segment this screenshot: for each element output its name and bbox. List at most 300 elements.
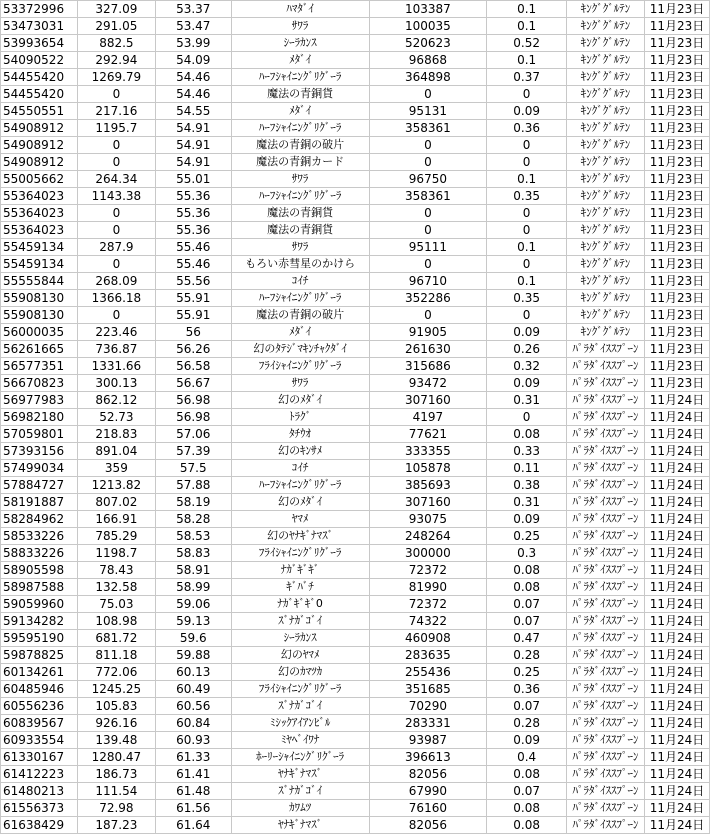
cell-rod[interactable]: ﾊﾟﾗﾀﾞｲｽｽﾌﾟｰﾝ — [567, 341, 645, 358]
cell-weight[interactable]: 78.43 — [77, 562, 155, 579]
cell-date[interactable]: 11月24日 — [644, 766, 709, 783]
cell-ratio[interactable]: 0.35 — [487, 290, 567, 307]
cell-date[interactable]: 11月23日 — [644, 18, 709, 35]
cell-level[interactable]: 55.36 — [155, 188, 231, 205]
cell-fish-name[interactable]: もろい赤彗星のかけら — [231, 256, 369, 273]
cell-rod[interactable]: ﾊﾟﾗﾀﾞｲｽｽﾌﾟｰﾝ — [567, 732, 645, 749]
cell-ratio[interactable]: 0.28 — [487, 647, 567, 664]
cell-ratio[interactable]: 0.1 — [487, 18, 567, 35]
cell-weight[interactable]: 1280.47 — [77, 749, 155, 766]
cell-fish-name[interactable]: ﾀﾁｳｵ — [231, 426, 369, 443]
cell-weight[interactable]: 1143.38 — [77, 188, 155, 205]
cell-id[interactable]: 55555844 — [1, 273, 78, 290]
cell-id[interactable]: 55364023 — [1, 205, 78, 222]
cell-ratio[interactable]: 0.1 — [487, 1, 567, 18]
cell-date[interactable]: 11月23日 — [644, 324, 709, 341]
cell-weight[interactable]: 1195.7 — [77, 120, 155, 137]
cell-ratio[interactable]: 0.07 — [487, 613, 567, 630]
cell-id[interactable]: 53993654 — [1, 35, 78, 52]
cell-points[interactable]: 93472 — [369, 375, 487, 392]
cell-level[interactable]: 53.37 — [155, 1, 231, 18]
cell-weight[interactable]: 187.23 — [77, 817, 155, 834]
cell-id[interactable]: 60933554 — [1, 732, 78, 749]
cell-weight[interactable]: 132.58 — [77, 579, 155, 596]
cell-rod[interactable]: ﾊﾟﾗﾀﾞｲｽｽﾌﾟｰﾝ — [567, 596, 645, 613]
cell-rod[interactable]: ﾊﾟﾗﾀﾞｲｽｽﾌﾟｰﾝ — [567, 545, 645, 562]
cell-ratio[interactable]: 0.28 — [487, 715, 567, 732]
cell-points[interactable]: 76160 — [369, 800, 487, 817]
cell-id[interactable]: 55459134 — [1, 239, 78, 256]
cell-weight[interactable]: 52.73 — [77, 409, 155, 426]
cell-ratio[interactable]: 0.4 — [487, 749, 567, 766]
cell-date[interactable]: 11月23日 — [644, 35, 709, 52]
cell-ratio[interactable]: 0.36 — [487, 120, 567, 137]
cell-fish-name[interactable]: 幻のﾒﾀﾞｲ — [231, 494, 369, 511]
cell-level[interactable]: 58.19 — [155, 494, 231, 511]
cell-date[interactable]: 11月24日 — [644, 528, 709, 545]
cell-id[interactable]: 61556373 — [1, 800, 78, 817]
cell-weight[interactable]: 807.02 — [77, 494, 155, 511]
cell-ratio[interactable]: 0.08 — [487, 579, 567, 596]
cell-weight[interactable]: 111.54 — [77, 783, 155, 800]
cell-level[interactable]: 56.58 — [155, 358, 231, 375]
cell-fish-name[interactable]: 幻のﾔﾅｷﾞﾅﾏｽﾞ — [231, 528, 369, 545]
cell-rod[interactable]: ｷﾝｸﾞｸﾞﾙﾃﾝ — [567, 18, 645, 35]
cell-id[interactable]: 56261665 — [1, 341, 78, 358]
cell-points[interactable]: 358361 — [369, 188, 487, 205]
cell-weight[interactable]: 292.94 — [77, 52, 155, 69]
cell-rod[interactable]: ﾊﾟﾗﾀﾞｲｽｽﾌﾟｰﾝ — [567, 477, 645, 494]
cell-fish-name[interactable]: ﾅｶﾞｷﾞｷﾞ0 — [231, 596, 369, 613]
cell-id[interactable]: 59878825 — [1, 647, 78, 664]
cell-points[interactable]: 358361 — [369, 120, 487, 137]
cell-id[interactable]: 57499034 — [1, 460, 78, 477]
cell-weight[interactable]: 891.04 — [77, 443, 155, 460]
cell-fish-name[interactable]: ﾒﾀﾞｲ — [231, 324, 369, 341]
cell-points[interactable]: 385693 — [369, 477, 487, 494]
cell-date[interactable]: 11月23日 — [644, 69, 709, 86]
cell-level[interactable]: 60.49 — [155, 681, 231, 698]
cell-fish-name[interactable]: 幻のｶﾏﾂｶ — [231, 664, 369, 681]
cell-fish-name[interactable]: ﾊﾏﾀﾞｲ — [231, 1, 369, 18]
cell-level[interactable]: 59.88 — [155, 647, 231, 664]
cell-ratio[interactable]: 0.09 — [487, 511, 567, 528]
cell-date[interactable]: 11月23日 — [644, 188, 709, 205]
cell-points[interactable]: 0 — [369, 154, 487, 171]
cell-rod[interactable]: ｷﾝｸﾞｸﾞﾙﾃﾝ — [567, 324, 645, 341]
cell-fish-name[interactable]: ｻﾜﾗ — [231, 18, 369, 35]
cell-id[interactable]: 55459134 — [1, 256, 78, 273]
cell-rod[interactable]: ﾊﾟﾗﾀﾞｲｽｽﾌﾟｰﾝ — [567, 630, 645, 647]
cell-points[interactable]: 396613 — [369, 749, 487, 766]
cell-points[interactable]: 0 — [369, 86, 487, 103]
cell-rod[interactable]: ﾊﾟﾗﾀﾞｲｽｽﾌﾟｰﾝ — [567, 494, 645, 511]
cell-fish-name[interactable]: ｽﾞﾅｶﾞｺﾞｲ — [231, 613, 369, 630]
cell-points[interactable]: 105878 — [369, 460, 487, 477]
cell-level[interactable]: 57.39 — [155, 443, 231, 460]
cell-fish-name[interactable]: ｼｰﾗｶﾝｽ — [231, 630, 369, 647]
cell-level[interactable]: 59.06 — [155, 596, 231, 613]
cell-id[interactable]: 54455420 — [1, 69, 78, 86]
cell-points[interactable]: 103387 — [369, 1, 487, 18]
cell-id[interactable]: 61330167 — [1, 749, 78, 766]
cell-weight[interactable]: 359 — [77, 460, 155, 477]
cell-ratio[interactable]: 0.1 — [487, 52, 567, 69]
cell-level[interactable]: 60.56 — [155, 698, 231, 715]
cell-id[interactable]: 60839567 — [1, 715, 78, 732]
cell-weight[interactable]: 1213.82 — [77, 477, 155, 494]
cell-rod[interactable]: ﾊﾟﾗﾀﾞｲｽｽﾌﾟｰﾝ — [567, 749, 645, 766]
cell-date[interactable]: 11月24日 — [644, 664, 709, 681]
cell-rod[interactable]: ﾊﾟﾗﾀﾞｲｽｽﾌﾟｰﾝ — [567, 579, 645, 596]
cell-date[interactable]: 11月23日 — [644, 154, 709, 171]
cell-ratio[interactable]: 0.3 — [487, 545, 567, 562]
cell-level[interactable]: 56.67 — [155, 375, 231, 392]
cell-ratio[interactable]: 0.25 — [487, 528, 567, 545]
cell-id[interactable]: 59595190 — [1, 630, 78, 647]
cell-weight[interactable]: 186.73 — [77, 766, 155, 783]
cell-level[interactable]: 61.33 — [155, 749, 231, 766]
cell-date[interactable]: 11月24日 — [644, 562, 709, 579]
cell-weight[interactable]: 108.98 — [77, 613, 155, 630]
cell-date[interactable]: 11月24日 — [644, 732, 709, 749]
cell-points[interactable]: 0 — [369, 137, 487, 154]
cell-date[interactable]: 11月24日 — [644, 647, 709, 664]
cell-ratio[interactable]: 0.31 — [487, 494, 567, 511]
cell-rod[interactable]: ｷﾝｸﾞｸﾞﾙﾃﾝ — [567, 307, 645, 324]
cell-date[interactable]: 11月23日 — [644, 86, 709, 103]
cell-id[interactable]: 56577351 — [1, 358, 78, 375]
cell-ratio[interactable]: 0.32 — [487, 358, 567, 375]
cell-date[interactable]: 11月24日 — [644, 698, 709, 715]
cell-fish-name[interactable]: ﾐﾔﾍﾞｲﾜﾅ — [231, 732, 369, 749]
cell-date[interactable]: 11月23日 — [644, 120, 709, 137]
cell-fish-name[interactable]: 魔法の青銅貨 — [231, 222, 369, 239]
cell-level[interactable]: 58.99 — [155, 579, 231, 596]
cell-fish-name[interactable]: ﾊｰﾌｼｬｲﾆﾝｸﾞﾘｸﾞｰﾗ — [231, 290, 369, 307]
cell-fish-name[interactable]: 魔法の青銅カード — [231, 154, 369, 171]
cell-ratio[interactable]: 0 — [487, 307, 567, 324]
cell-weight[interactable]: 1269.79 — [77, 69, 155, 86]
cell-date[interactable]: 11月23日 — [644, 375, 709, 392]
cell-rod[interactable]: ﾊﾟﾗﾀﾞｲｽｽﾌﾟｰﾝ — [567, 766, 645, 783]
cell-date[interactable]: 11月24日 — [644, 630, 709, 647]
cell-weight[interactable]: 1245.25 — [77, 681, 155, 698]
cell-fish-name[interactable]: 幻のｷﾝｻﾒ — [231, 443, 369, 460]
cell-fish-name[interactable]: ﾔﾅｷﾞﾅﾏｽﾞ — [231, 817, 369, 834]
cell-id[interactable]: 55364023 — [1, 222, 78, 239]
cell-date[interactable]: 11月23日 — [644, 103, 709, 120]
cell-date[interactable]: 11月24日 — [644, 800, 709, 817]
cell-weight[interactable]: 139.48 — [77, 732, 155, 749]
cell-rod[interactable]: ﾊﾟﾗﾀﾞｲｽｽﾌﾟｰﾝ — [567, 409, 645, 426]
cell-points[interactable]: 82056 — [369, 817, 487, 834]
cell-weight[interactable]: 268.09 — [77, 273, 155, 290]
cell-id[interactable]: 56670823 — [1, 375, 78, 392]
cell-points[interactable]: 82056 — [369, 766, 487, 783]
cell-level[interactable]: 55.01 — [155, 171, 231, 188]
cell-rod[interactable]: ﾊﾟﾗﾀﾞｲｽｽﾌﾟｰﾝ — [567, 426, 645, 443]
cell-ratio[interactable]: 0.38 — [487, 477, 567, 494]
cell-ratio[interactable]: 0.08 — [487, 562, 567, 579]
cell-points[interactable]: 93987 — [369, 732, 487, 749]
cell-id[interactable]: 60556236 — [1, 698, 78, 715]
cell-date[interactable]: 11月24日 — [644, 494, 709, 511]
cell-rod[interactable]: ｷﾝｸﾞｸﾞﾙﾃﾝ — [567, 86, 645, 103]
cell-fish-name[interactable]: ﾊｰﾌｼｬｲﾆﾝｸﾞﾘｸﾞｰﾗ — [231, 477, 369, 494]
cell-fish-name[interactable]: ﾊｰﾌｼｬｲﾆﾝｸﾞﾘｸﾞｰﾗ — [231, 188, 369, 205]
cell-level[interactable]: 61.64 — [155, 817, 231, 834]
cell-weight[interactable]: 0 — [77, 256, 155, 273]
cell-points[interactable]: 460908 — [369, 630, 487, 647]
cell-id[interactable]: 57884727 — [1, 477, 78, 494]
cell-points[interactable]: 315686 — [369, 358, 487, 375]
cell-weight[interactable]: 166.91 — [77, 511, 155, 528]
cell-ratio[interactable]: 0.31 — [487, 392, 567, 409]
cell-ratio[interactable]: 0.1 — [487, 171, 567, 188]
cell-ratio[interactable]: 0 — [487, 256, 567, 273]
cell-weight[interactable]: 0 — [77, 222, 155, 239]
cell-id[interactable]: 61412223 — [1, 766, 78, 783]
cell-points[interactable]: 77621 — [369, 426, 487, 443]
cell-points[interactable]: 255436 — [369, 664, 487, 681]
cell-rod[interactable]: ｷﾝｸﾞｸﾞﾙﾃﾝ — [567, 273, 645, 290]
cell-level[interactable]: 59.6 — [155, 630, 231, 647]
cell-id[interactable]: 54908912 — [1, 120, 78, 137]
cell-weight[interactable]: 291.05 — [77, 18, 155, 35]
cell-date[interactable]: 11月23日 — [644, 137, 709, 154]
cell-rod[interactable]: ｷﾝｸﾞｸﾞﾙﾃﾝ — [567, 256, 645, 273]
cell-weight[interactable]: 926.16 — [77, 715, 155, 732]
cell-level[interactable]: 59.13 — [155, 613, 231, 630]
cell-fish-name[interactable]: ﾌﾗｲｼｬｲﾆﾝｸﾞﾘｸﾞｰﾗ — [231, 358, 369, 375]
cell-weight[interactable]: 882.5 — [77, 35, 155, 52]
cell-fish-name[interactable]: ﾅｶﾞｷﾞｷﾞ — [231, 562, 369, 579]
cell-id[interactable]: 56982180 — [1, 409, 78, 426]
cell-date[interactable]: 11月24日 — [644, 511, 709, 528]
cell-weight[interactable]: 327.09 — [77, 1, 155, 18]
cell-weight[interactable]: 72.98 — [77, 800, 155, 817]
cell-level[interactable]: 53.47 — [155, 18, 231, 35]
cell-level[interactable]: 55.46 — [155, 239, 231, 256]
cell-level[interactable]: 60.13 — [155, 664, 231, 681]
cell-ratio[interactable]: 0 — [487, 86, 567, 103]
cell-fish-name[interactable]: ﾄﾗｸﾞ — [231, 409, 369, 426]
cell-weight[interactable]: 217.16 — [77, 103, 155, 120]
cell-fish-name[interactable]: ｻﾜﾗ — [231, 239, 369, 256]
cell-ratio[interactable]: 0 — [487, 222, 567, 239]
cell-id[interactable]: 61638429 — [1, 817, 78, 834]
cell-level[interactable]: 56.26 — [155, 341, 231, 358]
cell-fish-name[interactable]: ﾌﾗｲｼｬｲﾆﾝｸﾞﾘｸﾞｰﾗ — [231, 681, 369, 698]
cell-ratio[interactable]: 0.25 — [487, 664, 567, 681]
cell-date[interactable]: 11月23日 — [644, 307, 709, 324]
cell-weight[interactable]: 681.72 — [77, 630, 155, 647]
cell-weight[interactable]: 0 — [77, 86, 155, 103]
cell-level[interactable]: 54.91 — [155, 154, 231, 171]
cell-date[interactable]: 11月23日 — [644, 171, 709, 188]
cell-ratio[interactable]: 0.1 — [487, 273, 567, 290]
cell-weight[interactable]: 0 — [77, 137, 155, 154]
cell-level[interactable]: 56 — [155, 324, 231, 341]
cell-date[interactable]: 11月24日 — [644, 460, 709, 477]
cell-id[interactable]: 54908912 — [1, 137, 78, 154]
cell-date[interactable]: 11月24日 — [644, 749, 709, 766]
cell-points[interactable]: 100035 — [369, 18, 487, 35]
cell-rod[interactable]: ﾊﾟﾗﾀﾞｲｽｽﾌﾟｰﾝ — [567, 443, 645, 460]
cell-id[interactable]: 55908130 — [1, 307, 78, 324]
cell-date[interactable]: 11月24日 — [644, 579, 709, 596]
cell-date[interactable]: 11月23日 — [644, 205, 709, 222]
cell-id[interactable]: 60485946 — [1, 681, 78, 698]
cell-rod[interactable]: ﾊﾟﾗﾀﾞｲｽｽﾌﾟｰﾝ — [567, 715, 645, 732]
cell-level[interactable]: 54.91 — [155, 137, 231, 154]
cell-ratio[interactable]: 0.09 — [487, 732, 567, 749]
cell-points[interactable]: 96750 — [369, 171, 487, 188]
cell-fish-name[interactable]: ｽﾞﾅｶﾞｺﾞｲ — [231, 698, 369, 715]
cell-rod[interactable]: ﾊﾟﾗﾀﾞｲｽｽﾌﾟｰﾝ — [567, 817, 645, 834]
cell-level[interactable]: 60.84 — [155, 715, 231, 732]
cell-fish-name[interactable]: ﾒﾀﾞｲ — [231, 103, 369, 120]
cell-ratio[interactable]: 0.36 — [487, 681, 567, 698]
cell-date[interactable]: 11月23日 — [644, 273, 709, 290]
cell-weight[interactable]: 1366.18 — [77, 290, 155, 307]
cell-level[interactable]: 54.55 — [155, 103, 231, 120]
cell-date[interactable]: 11月24日 — [644, 596, 709, 613]
cell-points[interactable]: 95111 — [369, 239, 487, 256]
cell-fish-name[interactable]: 魔法の青銅の破片 — [231, 137, 369, 154]
cell-level[interactable]: 55.36 — [155, 205, 231, 222]
cell-fish-name[interactable]: ｻﾜﾗ — [231, 171, 369, 188]
cell-date[interactable]: 11月24日 — [644, 545, 709, 562]
cell-ratio[interactable]: 0 — [487, 409, 567, 426]
cell-ratio[interactable]: 0.07 — [487, 698, 567, 715]
cell-points[interactable]: 307160 — [369, 392, 487, 409]
cell-points[interactable]: 72372 — [369, 596, 487, 613]
cell-date[interactable]: 11月23日 — [644, 239, 709, 256]
cell-date[interactable]: 11月24日 — [644, 817, 709, 834]
cell-ratio[interactable]: 0.08 — [487, 817, 567, 834]
cell-points[interactable]: 351685 — [369, 681, 487, 698]
cell-weight[interactable]: 218.83 — [77, 426, 155, 443]
cell-points[interactable]: 0 — [369, 256, 487, 273]
cell-ratio[interactable]: 0.09 — [487, 103, 567, 120]
cell-date[interactable]: 11月23日 — [644, 341, 709, 358]
cell-fish-name[interactable]: ﾌﾗｲｼｬｲﾆﾝｸﾞﾘｸﾞｰﾗ — [231, 545, 369, 562]
cell-id[interactable]: 59059960 — [1, 596, 78, 613]
cell-fish-name[interactable]: ｷﾞﾊﾞﾁ — [231, 579, 369, 596]
cell-fish-name[interactable]: ｶﾜﾑﾂ — [231, 800, 369, 817]
cell-level[interactable]: 55.56 — [155, 273, 231, 290]
cell-id[interactable]: 54550551 — [1, 103, 78, 120]
cell-rod[interactable]: ｷﾝｸﾞｸﾞﾙﾃﾝ — [567, 205, 645, 222]
cell-weight[interactable]: 811.18 — [77, 647, 155, 664]
cell-id[interactable]: 58905598 — [1, 562, 78, 579]
cell-level[interactable]: 54.46 — [155, 69, 231, 86]
cell-rod[interactable]: ﾊﾟﾗﾀﾞｲｽｽﾌﾟｰﾝ — [567, 562, 645, 579]
cell-level[interactable]: 58.53 — [155, 528, 231, 545]
cell-points[interactable]: 4197 — [369, 409, 487, 426]
cell-weight[interactable]: 105.83 — [77, 698, 155, 715]
cell-rod[interactable]: ﾊﾟﾗﾀﾞｲｽｽﾌﾟｰﾝ — [567, 800, 645, 817]
cell-rod[interactable]: ﾊﾟﾗﾀﾞｲｽｽﾌﾟｰﾝ — [567, 613, 645, 630]
cell-id[interactable]: 53473031 — [1, 18, 78, 35]
cell-weight[interactable]: 1331.66 — [77, 358, 155, 375]
cell-id[interactable]: 53372996 — [1, 1, 78, 18]
cell-rod[interactable]: ｷﾝｸﾞｸﾞﾙﾃﾝ — [567, 290, 645, 307]
cell-rod[interactable]: ｷﾝｸﾞｸﾞﾙﾃﾝ — [567, 120, 645, 137]
cell-level[interactable]: 55.36 — [155, 222, 231, 239]
cell-level[interactable]: 61.48 — [155, 783, 231, 800]
cell-level[interactable]: 58.28 — [155, 511, 231, 528]
cell-rod[interactable]: ｷﾝｸﾞｸﾞﾙﾃﾝ — [567, 222, 645, 239]
cell-date[interactable]: 11月23日 — [644, 52, 709, 69]
cell-rod[interactable]: ﾊﾟﾗﾀﾞｲｽｽﾌﾟｰﾝ — [567, 783, 645, 800]
cell-points[interactable]: 81990 — [369, 579, 487, 596]
cell-level[interactable]: 57.06 — [155, 426, 231, 443]
cell-fish-name[interactable]: ｺｲﾁ — [231, 460, 369, 477]
cell-rod[interactable]: ｷﾝｸﾞｸﾞﾙﾃﾝ — [567, 35, 645, 52]
cell-fish-name[interactable]: 幻のﾔﾏﾒ — [231, 647, 369, 664]
cell-level[interactable]: 56.98 — [155, 409, 231, 426]
cell-date[interactable]: 11月24日 — [644, 409, 709, 426]
cell-ratio[interactable]: 0.11 — [487, 460, 567, 477]
cell-level[interactable]: 61.41 — [155, 766, 231, 783]
cell-id[interactable]: 57059801 — [1, 426, 78, 443]
cell-id[interactable]: 54455420 — [1, 86, 78, 103]
cell-weight[interactable]: 223.46 — [77, 324, 155, 341]
cell-id[interactable]: 54908912 — [1, 154, 78, 171]
cell-weight[interactable]: 0 — [77, 307, 155, 324]
cell-rod[interactable]: ｷﾝｸﾞｸﾞﾙﾃﾝ — [567, 52, 645, 69]
cell-weight[interactable]: 862.12 — [77, 392, 155, 409]
cell-weight[interactable]: 1198.7 — [77, 545, 155, 562]
cell-ratio[interactable]: 0.52 — [487, 35, 567, 52]
cell-points[interactable]: 0 — [369, 307, 487, 324]
cell-ratio[interactable]: 0.08 — [487, 800, 567, 817]
cell-id[interactable]: 58284962 — [1, 511, 78, 528]
cell-level[interactable]: 55.46 — [155, 256, 231, 273]
cell-date[interactable]: 11月23日 — [644, 1, 709, 18]
cell-points[interactable]: 96710 — [369, 273, 487, 290]
cell-level[interactable]: 56.98 — [155, 392, 231, 409]
cell-id[interactable]: 55005662 — [1, 171, 78, 188]
cell-date[interactable]: 11月24日 — [644, 426, 709, 443]
cell-points[interactable]: 307160 — [369, 494, 487, 511]
cell-points[interactable]: 283635 — [369, 647, 487, 664]
cell-rod[interactable]: ｷﾝｸﾞｸﾞﾙﾃﾝ — [567, 154, 645, 171]
cell-rod[interactable]: ﾊﾟﾗﾀﾞｲｽｽﾌﾟｰﾝ — [567, 664, 645, 681]
cell-ratio[interactable]: 0.35 — [487, 188, 567, 205]
cell-fish-name[interactable]: ﾊｰﾌｼｬｲﾆﾝｸﾞﾘｸﾞｰﾗ — [231, 69, 369, 86]
cell-id[interactable]: 61480213 — [1, 783, 78, 800]
cell-level[interactable]: 57.88 — [155, 477, 231, 494]
cell-points[interactable]: 74322 — [369, 613, 487, 630]
cell-id[interactable]: 57393156 — [1, 443, 78, 460]
cell-date[interactable]: 11月24日 — [644, 613, 709, 630]
cell-points[interactable]: 333355 — [369, 443, 487, 460]
cell-weight[interactable]: 300.13 — [77, 375, 155, 392]
cell-fish-name[interactable]: 魔法の青銅の破片 — [231, 307, 369, 324]
cell-level[interactable]: 55.91 — [155, 307, 231, 324]
cell-fish-name[interactable]: 幻のﾒﾀﾞｲ — [231, 392, 369, 409]
cell-weight[interactable]: 736.87 — [77, 341, 155, 358]
cell-rod[interactable]: ﾊﾟﾗﾀﾞｲｽｽﾌﾟｰﾝ — [567, 460, 645, 477]
cell-points[interactable]: 67990 — [369, 783, 487, 800]
cell-points[interactable]: 93075 — [369, 511, 487, 528]
cell-points[interactable]: 248264 — [369, 528, 487, 545]
cell-fish-name[interactable]: ﾎｰﾘｰｼｬｲﾆﾝｸﾞﾘｸﾞｰﾗ — [231, 749, 369, 766]
